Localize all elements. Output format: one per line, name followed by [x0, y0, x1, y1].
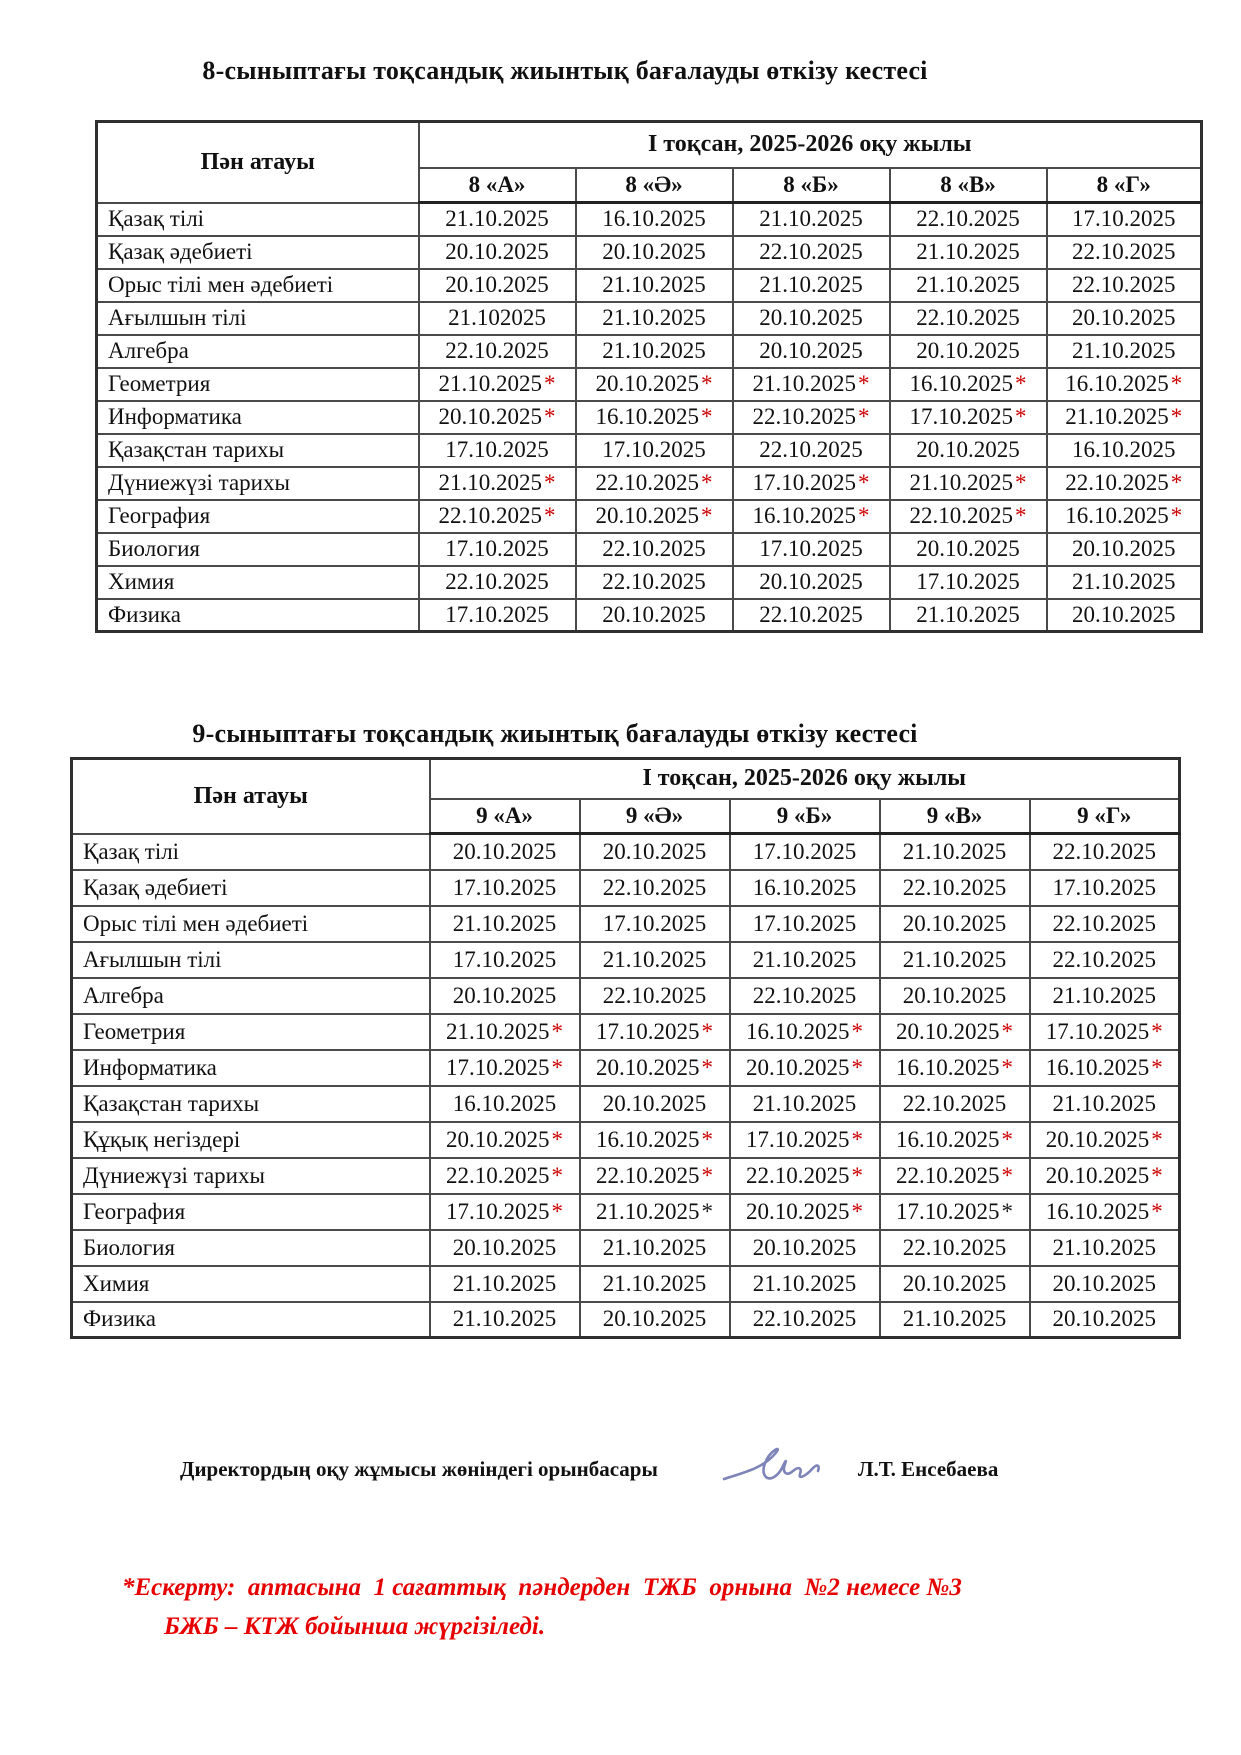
date-cell: 20.10.2025* [880, 1014, 1030, 1050]
date-cell: 17.10.2025* [880, 1194, 1030, 1230]
date-cell: 17.10.2025 [419, 533, 576, 566]
class-header-8g: 8 «Г» [1047, 168, 1202, 203]
asterisk-marker: * [858, 470, 870, 495]
asterisk-marker: * [851, 1198, 863, 1224]
footnote-line-1: *Ескерту: аптасына 1 сағаттық пәндерден ТЖБ орнына №2 немесе №3 [122, 1574, 962, 1601]
date-cell: 20.10.2025* [576, 368, 733, 401]
date-cell: 22.10.2025 [419, 335, 576, 368]
date-cell: 21.10.2025 [1047, 335, 1202, 368]
date-cell: 21.10.2025 [576, 269, 733, 302]
class-header-9b: 9 «Б» [730, 799, 880, 834]
table-row [72, 834, 1180, 870]
date-cell: 20.10.2025* [730, 1194, 880, 1230]
date-cell: 20.10.2025 [880, 978, 1030, 1014]
subject-cell: Биология [97, 533, 419, 566]
date-cell: 22.10.2025 [1030, 942, 1180, 978]
asterisk-marker: * [1001, 1054, 1013, 1080]
date-cell: 20.10.2025 [430, 834, 580, 870]
date-cell: 21.10.2025 [580, 1266, 730, 1302]
table-row [97, 269, 1202, 302]
asterisk-marker: * [1015, 503, 1027, 528]
date-cell: 20.10.2025 [890, 434, 1047, 467]
asterisk-marker: * [551, 1054, 563, 1080]
date-cell: 17.10.2025 [430, 942, 580, 978]
subject-column-header: Пән атауы [97, 122, 419, 203]
asterisk-marker: * [551, 1126, 563, 1152]
header-row-main [97, 122, 1202, 168]
date-cell: 20.10.2025* [730, 1050, 880, 1086]
asterisk-marker: * [1151, 1018, 1163, 1044]
asterisk-marker: * [1170, 371, 1183, 396]
table-row [97, 566, 1202, 599]
class-header-8v: 8 «В» [890, 168, 1047, 203]
asterisk-marker: * [701, 503, 713, 528]
subject-cell: География [97, 500, 419, 533]
subject-cell: Биология [72, 1230, 430, 1266]
date-cell: 21.10.2025 [730, 1266, 880, 1302]
date-cell: 21.10.2025 [580, 1230, 730, 1266]
date-cell: 22.10.2025 [730, 978, 880, 1014]
date-cell: 21.10.2025 [880, 834, 1030, 870]
asterisk-marker: * [1015, 404, 1027, 429]
subject-cell: Орыс тілі мен әдебиеті [97, 269, 419, 302]
asterisk-marker: * [851, 1126, 863, 1152]
asterisk-marker: * [858, 371, 870, 396]
subject-column-header: Пән атауы [72, 759, 430, 834]
subject-cell: Қазақстан тарихы [97, 434, 419, 467]
subject-cell: Алгебра [72, 978, 430, 1014]
date-cell: 21.10.2025 [730, 1086, 880, 1122]
table-row [97, 302, 1202, 335]
asterisk-marker: * [544, 470, 556, 495]
table-row [72, 1158, 1180, 1194]
date-cell: 22.10.2025 [419, 566, 576, 599]
date-cell: 21.10.2025 [733, 269, 890, 302]
date-cell: 20.10.2025 [419, 269, 576, 302]
class-header-9ae: 9 «Ә» [580, 799, 730, 834]
asterisk-marker: * [1170, 503, 1183, 528]
table-row [97, 335, 1202, 368]
asterisk-marker: * [1001, 1126, 1013, 1152]
date-cell: 20.10.2025 [580, 834, 730, 870]
asterisk-marker: * [1170, 404, 1183, 429]
date-cell: 17.10.2025* [580, 1014, 730, 1050]
class-header-8a: 8 «А» [419, 168, 576, 203]
signature-block [0, 1443, 1241, 1495]
table-header [97, 122, 1202, 203]
date-cell: 16.10.2025 [576, 203, 733, 236]
subject-cell: Химия [72, 1266, 430, 1302]
date-cell: 17.10.2025 [730, 834, 880, 870]
asterisk-marker: * [1001, 1198, 1013, 1224]
date-cell: 22.10.2025* [430, 1158, 580, 1194]
date-cell: 21.10.2025* [890, 467, 1047, 500]
class-header-8b: 8 «Б» [733, 168, 890, 203]
date-cell: 16.10.2025 [730, 870, 880, 906]
date-cell: 21.102025 [419, 302, 576, 335]
asterisk-marker: * [551, 1018, 563, 1044]
asterisk-marker: * [551, 1198, 563, 1224]
date-cell: 22.10.2025 [880, 1086, 1030, 1122]
date-cell: 22.10.2025 [580, 978, 730, 1014]
date-cell: 16.10.2025* [1030, 1050, 1180, 1086]
asterisk-marker: * [858, 503, 870, 528]
date-cell: 22.10.2025 [880, 1230, 1030, 1266]
table-row [97, 434, 1202, 467]
date-cell: 22.10.2025* [733, 401, 890, 434]
asterisk-marker: * [1015, 470, 1027, 495]
term-header: І тоқсан, 2025-2026 оқу жылы [430, 759, 1180, 799]
date-cell: 20.10.2025 [890, 335, 1047, 368]
table-row [97, 203, 1202, 236]
date-cell: 22.10.2025 [580, 870, 730, 906]
table-row [97, 599, 1202, 632]
date-cell: 20.10.2025 [430, 1230, 580, 1266]
date-cell: 22.10.2025* [419, 500, 576, 533]
date-cell: 17.10.2025 [730, 906, 880, 942]
table-row [97, 500, 1202, 533]
table-row [97, 368, 1202, 401]
date-cell: 21.10.2025 [430, 906, 580, 942]
subject-cell: Геометрия [72, 1014, 430, 1050]
date-cell: 22.10.2025 [1047, 236, 1202, 269]
subject-cell: Дүниежүзі тарихы [97, 467, 419, 500]
date-cell: 20.10.2025 [733, 566, 890, 599]
asterisk-marker: * [544, 371, 556, 396]
asterisk-marker: * [1001, 1018, 1013, 1044]
table-row [97, 236, 1202, 269]
date-cell: 20.10.2025 [576, 599, 733, 632]
subject-cell: Алгебра [97, 335, 419, 368]
date-cell: 16.10.2025* [730, 1014, 880, 1050]
date-cell: 21.10.2025 [890, 599, 1047, 632]
date-cell: 21.10.2025* [580, 1194, 730, 1230]
date-cell: 20.10.2025 [890, 533, 1047, 566]
date-cell: 22.10.2025 [733, 434, 890, 467]
date-cell: 22.10.2025 [576, 533, 733, 566]
date-cell: 20.10.2025 [580, 1086, 730, 1122]
date-cell: 21.10.2025 [430, 1302, 580, 1338]
asterisk-marker: * [544, 503, 556, 528]
date-cell: 22.10.2025 [730, 1302, 880, 1338]
date-cell: 22.10.2025 [890, 203, 1047, 236]
date-cell: 22.10.2025* [880, 1158, 1030, 1194]
date-cell: 20.10.2025 [430, 978, 580, 1014]
asterisk-marker: * [551, 1162, 563, 1188]
date-cell: 20.10.2025 [880, 1266, 1030, 1302]
date-cell: 20.10.2025 [1030, 1266, 1180, 1302]
date-cell: 20.10.2025 [580, 1302, 730, 1338]
subject-cell: Қазақстан тарихы [72, 1086, 430, 1122]
date-cell: 22.10.2025 [890, 302, 1047, 335]
date-cell: 17.10.2025* [1030, 1014, 1180, 1050]
class-header-9v: 9 «В» [880, 799, 1030, 834]
date-cell: 17.10.2025* [430, 1050, 580, 1086]
asterisk-marker: * [701, 1054, 713, 1080]
asterisk-marker: * [851, 1018, 863, 1044]
asterisk-marker: * [701, 404, 713, 429]
subject-cell: Қазақ тілі [72, 834, 430, 870]
table-row [72, 1302, 1180, 1338]
date-cell: 20.10.2025* [1030, 1122, 1180, 1158]
date-cell: 16.10.2025* [890, 368, 1047, 401]
grade-8-table-title: 8-сыныптағы тоқсандық жиынтық бағалауды өткізу кестесі [202, 56, 928, 85]
date-cell: 17.10.2025 [430, 870, 580, 906]
asterisk-marker: * [701, 1126, 713, 1152]
date-cell: 21.10.2025* [1047, 401, 1202, 434]
date-cell: 20.10.2025 [1047, 302, 1202, 335]
table-row [72, 1230, 1180, 1266]
table-row [72, 906, 1180, 942]
asterisk-marker: * [851, 1054, 863, 1080]
date-cell: 21.10.2025 [1047, 566, 1202, 599]
subject-cell: Геометрия [97, 368, 419, 401]
asterisk-marker: * [1151, 1126, 1163, 1152]
table-header [72, 759, 1180, 834]
term-header: І тоқсан, 2025-2026 оқу жылы [419, 122, 1202, 168]
date-cell: 17.10.2025* [890, 401, 1047, 434]
date-cell: 17.10.2025 [890, 566, 1047, 599]
date-cell: 22.10.2025* [580, 1158, 730, 1194]
date-cell: 16.10.2025* [880, 1050, 1030, 1086]
date-cell: 16.10.2025* [580, 1122, 730, 1158]
date-cell: 22.10.2025 [1030, 834, 1180, 870]
date-cell: 21.10.2025* [733, 368, 890, 401]
date-cell: 22.10.2025* [890, 500, 1047, 533]
table-row [72, 1014, 1180, 1050]
asterisk-marker: * [701, 371, 713, 396]
footnote-remark [122, 1569, 1062, 1647]
signer-role-label: Директордың оқу жұмысы жөніндегі орынбасары [180, 1456, 658, 1481]
date-cell: 17.10.2025 [576, 434, 733, 467]
table-row [72, 1050, 1180, 1086]
date-cell: 22.10.2025* [1047, 467, 1202, 500]
table-row [72, 1194, 1180, 1230]
date-cell: 21.10.2025 [1030, 1230, 1180, 1266]
date-cell: 21.10.2025 [890, 236, 1047, 269]
table-row [72, 978, 1180, 1014]
date-cell: 22.10.2025 [733, 599, 890, 632]
subject-cell: Физика [72, 1302, 430, 1338]
date-cell: 16.10.2025* [1047, 368, 1202, 401]
date-cell: 20.10.2025 [733, 335, 890, 368]
date-cell: 20.10.2025* [419, 401, 576, 434]
date-cell: 22.10.2025 [1030, 906, 1180, 942]
asterisk-marker: * [701, 1162, 713, 1188]
date-cell: 21.10.2025 [733, 203, 890, 236]
date-cell: 20.10.2025* [580, 1050, 730, 1086]
table-row [97, 533, 1202, 566]
date-cell: 22.10.2025 [733, 236, 890, 269]
table-body [72, 834, 1180, 1338]
date-cell: 16.10.2025* [880, 1122, 1030, 1158]
date-cell: 17.10.2025 [1030, 870, 1180, 906]
subject-cell: География [72, 1194, 430, 1230]
class-header-8ae: 8 «Ә» [576, 168, 733, 203]
date-cell: 21.10.2025* [430, 1014, 580, 1050]
date-cell: 22.10.2025* [576, 467, 733, 500]
date-cell: 16.10.2025* [1047, 500, 1202, 533]
handwritten-signature-icon [720, 1443, 850, 1495]
grade-8-schedule-table [95, 120, 1203, 633]
date-cell: 21.10.2025 [880, 1302, 1030, 1338]
date-cell: 21.10.2025 [1030, 1086, 1180, 1122]
date-cell: 22.10.2025 [576, 566, 733, 599]
asterisk-marker: * [544, 404, 556, 429]
asterisk-marker: * [1170, 470, 1183, 495]
date-cell: 16.10.2025* [733, 500, 890, 533]
asterisk-marker: * [701, 1198, 713, 1224]
date-cell: 22.10.2025* [730, 1158, 880, 1194]
asterisk-marker: * [1151, 1162, 1163, 1188]
signer-name: Л.Т. Енсебаева [857, 1456, 999, 1481]
date-cell: 21.10.2025 [576, 335, 733, 368]
subject-cell: Химия [97, 566, 419, 599]
subject-cell: Информатика [72, 1050, 430, 1086]
table-row [97, 401, 1202, 434]
subject-cell: Ағылшын тілі [72, 942, 430, 978]
date-cell: 17.10.2025 [580, 906, 730, 942]
subject-cell: Қазақ тілі [97, 203, 419, 236]
header-row-main [72, 759, 1180, 799]
date-cell: 17.10.2025* [733, 467, 890, 500]
table-row [72, 942, 1180, 978]
date-cell: 21.10.2025* [419, 467, 576, 500]
table-row [72, 1266, 1180, 1302]
asterisk-marker: * [701, 470, 713, 495]
date-cell: 21.10.2025 [576, 302, 733, 335]
asterisk-marker: * [1151, 1054, 1163, 1080]
class-header-9a: 9 «А» [430, 799, 580, 834]
date-cell: 17.10.2025 [419, 599, 576, 632]
subject-cell: Қазақ әдебиеті [97, 236, 419, 269]
table-row [72, 1122, 1180, 1158]
date-cell: 20.10.2025 [1030, 1302, 1180, 1338]
subject-cell: Ағылшын тілі [97, 302, 419, 335]
class-header-9g: 9 «Г» [1030, 799, 1180, 834]
date-cell: 20.10.2025 [1047, 533, 1202, 566]
date-cell: 20.10.2025* [576, 500, 733, 533]
subject-cell: Информатика [97, 401, 419, 434]
date-cell: 20.10.2025* [430, 1122, 580, 1158]
asterisk-marker: * [1001, 1162, 1013, 1188]
subject-cell: Құқық негіздері [72, 1122, 430, 1158]
date-cell: 22.10.2025 [1047, 269, 1202, 302]
date-cell: 20.10.2025 [576, 236, 733, 269]
subject-cell: Физика [97, 599, 419, 632]
date-cell: 20.10.2025 [880, 906, 1030, 942]
subject-cell: Дүниежүзі тарихы [72, 1158, 430, 1194]
date-cell: 16.10.2025* [1030, 1194, 1180, 1230]
date-cell: 20.10.2025 [730, 1230, 880, 1266]
date-cell: 21.10.2025* [419, 368, 576, 401]
date-cell: 21.10.2025 [730, 942, 880, 978]
date-cell: 21.10.2025 [419, 203, 576, 236]
date-cell: 20.10.2025 [1047, 599, 1202, 632]
date-cell: 17.10.2025 [419, 434, 576, 467]
date-cell: 17.10.2025* [430, 1194, 580, 1230]
date-cell: 17.10.2025* [730, 1122, 880, 1158]
grade-9-table-title: 9-сыныптағы тоқсандық жиынтық бағалауды өткізу кестесі [192, 719, 918, 748]
asterisk-marker: * [858, 404, 870, 429]
date-cell: 21.10.2025 [890, 269, 1047, 302]
table-row [72, 870, 1180, 906]
date-cell: 20.10.2025 [419, 236, 576, 269]
asterisk-marker: * [1151, 1198, 1163, 1224]
date-cell: 21.10.2025 [430, 1266, 580, 1302]
footnote-line-2: БЖБ – КТЖ бойынша жүргізіледі. [164, 1612, 546, 1640]
date-cell: 22.10.2025 [880, 870, 1030, 906]
date-cell: 21.10.2025 [1030, 978, 1180, 1014]
asterisk-marker: * [701, 1018, 713, 1044]
date-cell: 20.10.2025 [733, 302, 890, 335]
subject-cell: Қазақ әдебиеті [72, 870, 430, 906]
table-body [97, 203, 1202, 632]
date-cell: 20.10.2025* [1030, 1158, 1180, 1194]
asterisk-marker: * [1015, 371, 1027, 396]
date-cell: 21.10.2025 [580, 942, 730, 978]
date-cell: 16.10.2025 [1047, 434, 1202, 467]
date-cell: 21.10.2025 [880, 942, 1030, 978]
table-row [72, 1086, 1180, 1122]
asterisk-marker: * [851, 1162, 863, 1188]
subject-cell: Орыс тілі мен әдебиеті [72, 906, 430, 942]
date-cell: 17.10.2025 [1047, 203, 1202, 236]
date-cell: 16.10.2025* [576, 401, 733, 434]
grade-9-schedule-table [70, 757, 1181, 1339]
date-cell: 16.10.2025 [430, 1086, 580, 1122]
date-cell: 17.10.2025 [733, 533, 890, 566]
table-row [97, 467, 1202, 500]
